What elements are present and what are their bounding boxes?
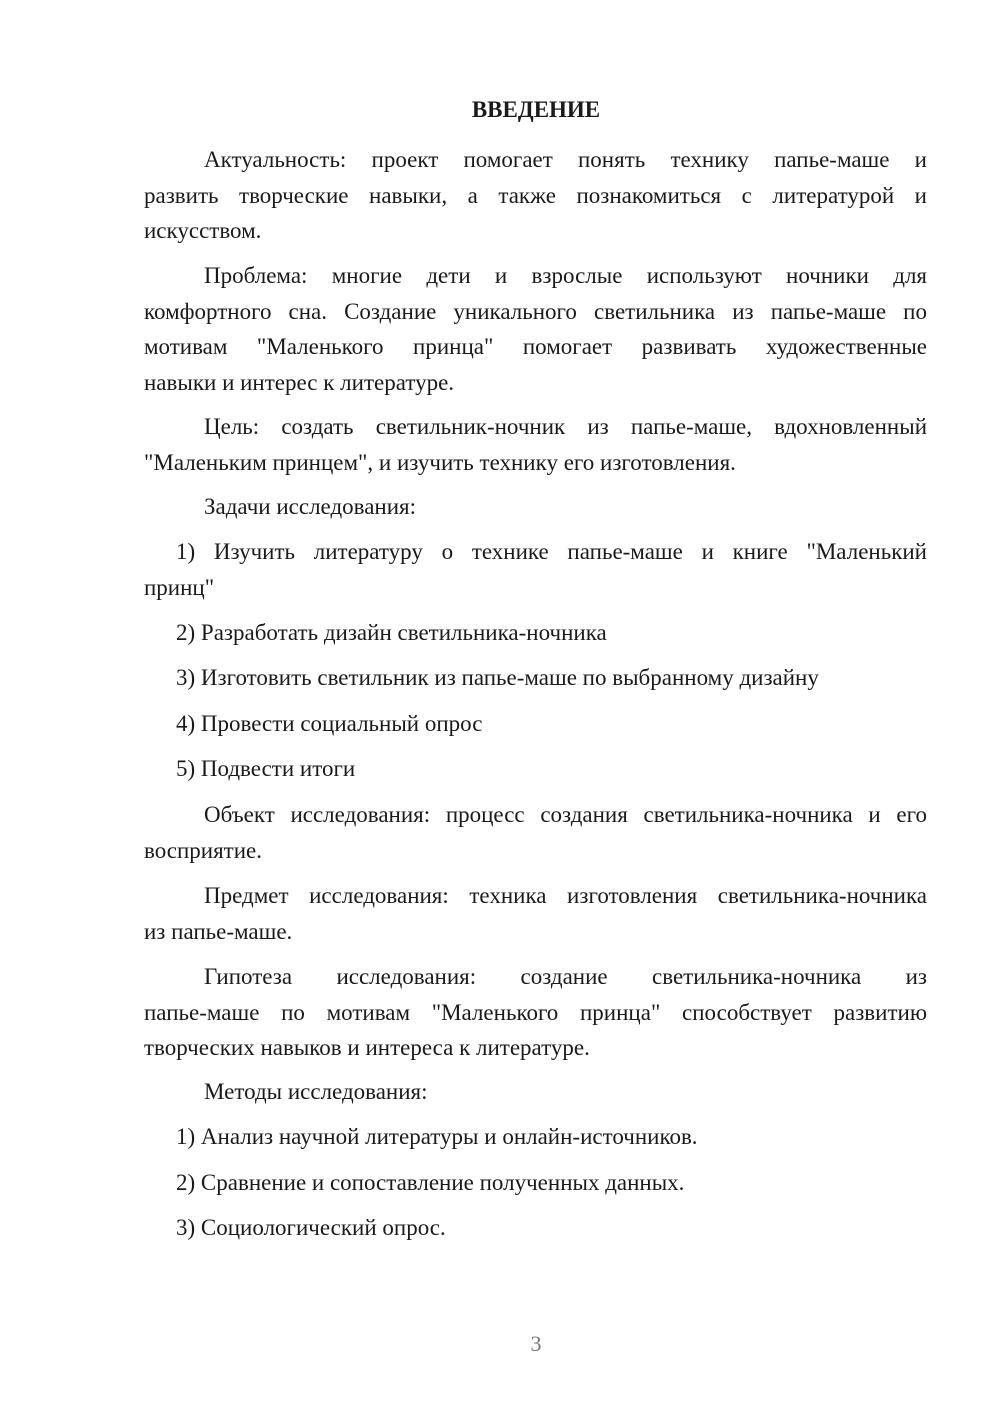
page-number: 3	[530, 1331, 542, 1356]
relevance-line-1: Актуальность: проект помогает понять технику папье-маше и	[204, 147, 927, 172]
task-item-4: 4) Провести социальный опрос	[176, 711, 483, 736]
method-item-3: 3) Социологический опрос.	[176, 1215, 446, 1240]
problem-line-2: комфортного сна. Создание уникального светильника из папье-маше по	[144, 298, 927, 324]
methods-heading: Методы исследования:	[204, 1079, 428, 1104]
object-line-2: восприятие.	[144, 837, 262, 863]
object-paragraph	[144, 800, 927, 871]
hypothesis-paragraph	[144, 962, 927, 1069]
goal-line-1: Цель: создать светильник-ночник из папье-маше, вдохновленный	[204, 414, 927, 439]
object-line-1: Объект исследования: процесс создания светильника-ночника и его	[204, 802, 927, 827]
task-item-5: 5) Подвести итоги	[176, 756, 356, 781]
relevance-line-2: развить творческие навыки, а также познакомиться с литературой и	[144, 182, 927, 208]
problem-line-1: Проблема: многие дети и взрослые используют ночники для	[204, 263, 927, 288]
subject-line-2: из папье-маше.	[144, 918, 293, 944]
problem-line-3: мотивам "Маленького принца" помогает развивать художественные	[144, 334, 927, 359]
relevance-line-3: искусством.	[144, 218, 262, 243]
goal-paragraph	[144, 412, 927, 483]
method-item-1: 1) Анализ научной литературы и онлайн-источников.	[176, 1124, 698, 1149]
method-item-2: 2) Сравнение и сопоставление полученных данных.	[176, 1170, 685, 1195]
hypothesis-line-3: творческих навыков и интереса к литературе.	[144, 1035, 590, 1060]
page-title: ВВЕДЕНИЕ	[471, 97, 601, 122]
task-item-3: 3) Изготовить светильник из папье-маше по выбранному дизайну	[176, 665, 819, 690]
hypothesis-line-1: Гипотеза исследования: создание светильника-ночника из	[204, 964, 927, 989]
task-item-2: 2) Разработать дизайн светильника-ночника	[176, 620, 607, 645]
subject-line-1: Предмет исследования: техника изготовления светильника-ночника	[204, 883, 927, 908]
subject-paragraph	[144, 881, 927, 952]
problem-line-4: навыки и интерес к литературе.	[144, 369, 455, 395]
relevance-paragraph	[144, 145, 927, 252]
tasks-heading: Задачи исследования:	[204, 494, 417, 519]
hypothesis-line-2: папье-маше по мотивам "Маленького принца" способствует развитию	[144, 999, 927, 1025]
task-item-1-line-1: 1) Изучить литературу о технике папье-маше и книге "Маленький	[176, 539, 927, 564]
task-item-1-line-2: принц"	[144, 574, 215, 600]
task-item-1	[144, 537, 927, 608]
goal-line-2: "Маленьким принцем", и изучить технику его изготовления.	[144, 449, 736, 475]
problem-paragraph	[144, 261, 927, 403]
